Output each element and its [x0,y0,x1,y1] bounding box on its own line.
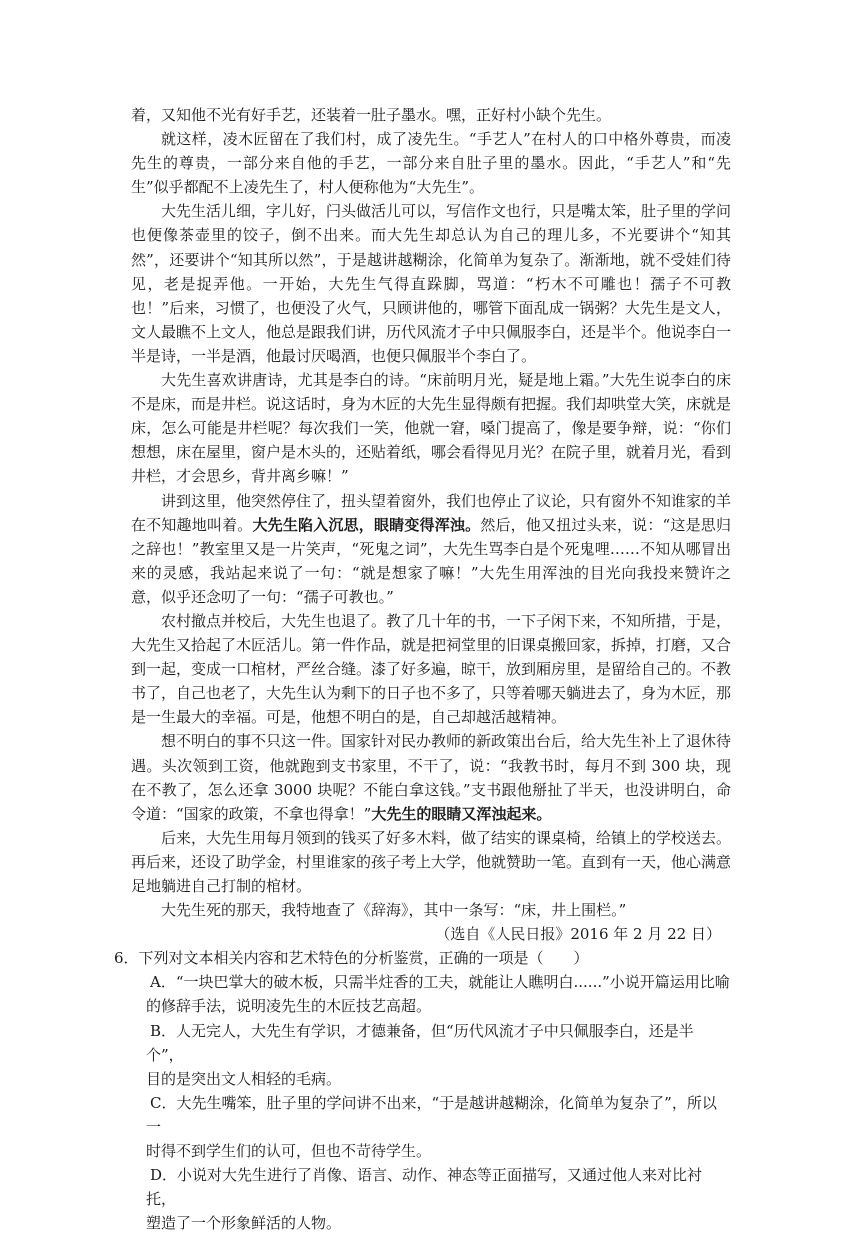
question-stem: 6．下列对文本相关内容和艺术特色的分析鉴赏，正确的一项是（ ） [114,949,589,968]
answer-option [131,1091,731,1163]
story-paragraph [131,898,731,922]
question-block [114,946,731,1235]
paragraph-text: 大先生喜欢讲唐诗，尤其是李白的诗。“床前明月光，疑是地上霜。”大先生说李白的床不是床，而是井栏。说这话时，身为木匠的大先生显得颇有把握。我们却哄堂大笑，床就是床，怎么可能是井栏呢？每次我们一笑，他就一窘，嗓门提高了，像是要争辩，说：“你们想想，床在屋里，窗户是木头的，还贴着纸，哪会看得见月光？在院子里，就着月光，看到井栏，才会思乡，背井离乡嘛！” [131,371,732,486]
question-options [131,970,731,1235]
paragraph-text: 后来，大先生用每月领到的钱买了好多木料，做了结实的课桌椅，给镇上的学校送去。再后来，还设了助学金，村里谁家的孩子考上大学，他就赞助一笔。直到有一天，他心满意足地躺进自己打制的棺材。 [131,828,732,895]
option-first-line: B．人无完人，大先生有学识，才德兼备，但“历代风流才子中只佩服李白，还是半个”， [146,1021,694,1064]
option-first-line: C．大先生嘴笨，肚子里的学问讲不出来，“于是越讲越糊涂，化简单为复杂了”，所以一 [146,1093,717,1136]
bold-text: 大先生陷入沉思，眼睛变得浑浊。 [252,515,481,534]
option-continuation: 塑造了一个形象鲜活的人物。 [146,1214,342,1233]
bold-text: 大先生的眼睛又浑浊起来。 [371,804,552,823]
story-paragraph [131,368,731,488]
story-body [131,103,731,922]
story-paragraph [131,127,731,199]
story-paragraph [131,826,731,898]
story-paragraph [131,609,731,729]
option-first-line: D．小说对大先生进行了肖像、语言、动作、神态等正面描写，又通过他人来对比衬托， [146,1166,703,1209]
answer-option [131,970,731,1018]
paragraph-text: 大先生死的那天，我特地查了《辞海》，其中一条写：“床，井上围栏。” [161,901,627,920]
story-paragraph [131,729,731,825]
story-paragraph [131,489,731,609]
source-citation: （选自《人民日报》2016 年 2 月 22 日） [435,925,721,944]
option-continuation: 的修辞手法，说明凌先生的木匠技艺高超。 [146,997,432,1016]
story-paragraph [131,199,731,368]
option-continuation: 时得不到学生们的认可，但也不苛待学生。 [146,1142,432,1161]
paragraph-text: 讲到这里，他突然停住了，扭头望着窗外，我们也停止了议论，只有窗外不知谁家的羊在不知趣地叫着。 [131,491,732,534]
answer-option [131,1019,731,1091]
answer-option [131,1163,731,1235]
paragraph-text: 然后，他又扭过头来，说：“这是思归之辞也！”教室里又是一片笑声，“死鬼之词”，大先生骂李白是个死鬼哩……不知从哪冒出来的灵感，我站起来说了一句：“就是想家了嘛！”大先生用浑浊的目光向我投来赞许之意，似乎还念叨了一句：“孺子可教也。” [131,515,731,606]
story-paragraph [131,103,731,127]
paragraph-text: 大先生活儿细，字儿好，闩头做活儿可以，写信作文也行，只是嘴太笨，肚子里的学问也便像茶壶里的饺子，倒不出来。而大先生却总认为自己的理儿多，不光要讲个“知其然”，还要讲个“知其所以然”，于是越讲越糊涂，化简单为复杂了。渐渐地，就不受娃们待见，老是捉弄他。一开始，大先生气得直跺脚，骂道：“朽木不可雕也！孺子不可教也！”后来，习惯了，也便没了火气，只顾讲他的，哪管下面乱成一锅粥？大先生是文人，文人最瞧不上文人，他总是跟我们讲，历代风流才子中只佩服李白，还是半个。他说李白一半是诗，一半是酒，他最讨厌喝酒，也便只佩服半个李白了。 [131,202,732,365]
paragraph-text: 农村撤点并校后，大先生也退了。教了几十年的书，一下子闲下来，不知所措，于是，大先生又拾起了木匠活儿。第一件作品，就是把祠堂里的旧课桌搬回家，拆掉，打磨，又合到一起，变成一口棺材，严丝合缝。漆了好多遍，晾干，放到厢房里，是留给自己的。不教书了，自己也老了，大先生认为剩下的日子也不多了，只等着哪天躺进去了，身为木匠，那是一生最大的幸福。可是，他想不明白的是，自己却越活越精神。 [131,611,732,727]
option-continuation: 目的是突出文人相轻的毛病。 [146,1069,342,1088]
document-page [114,103,732,1235]
paragraph-text: 想不明白的事不只这一件。国家针对民办教师的新政策出台后，给大先生补上了退休待遇。头次领到工资，他就跑到支书家里，不干了，说：“我教书时，每月不到 300 块，现在不教了，怎么还拿 3000 块呢？不能白拿这钱。”支书跟他掰扯了半天，也没讲明白，命令道：“国家的政策，不拿也得拿！” [131,732,732,823]
option-first-line: A．“一块巴掌大的破木板，只需半炷香的工夫，就能让人瞧明白......”小说开篇运用比喻 [150,973,730,992]
paragraph-text: 就这样，凌木匠留在了我们村，成了凌先生。“手艺人”在村人的口中格外尊贵，而凌先生的尊贵，一部分来自他的手艺，一部分来自肚子里的墨水。因此，“手艺人”和“先生”似乎都配不上凌先生了，村人便称他为“大先生”。 [131,130,731,197]
paragraph-text: 着，又知他不光有好手艺，还装着一肚子墨水。嘿，正好村小缺个先生。 [131,106,612,124]
